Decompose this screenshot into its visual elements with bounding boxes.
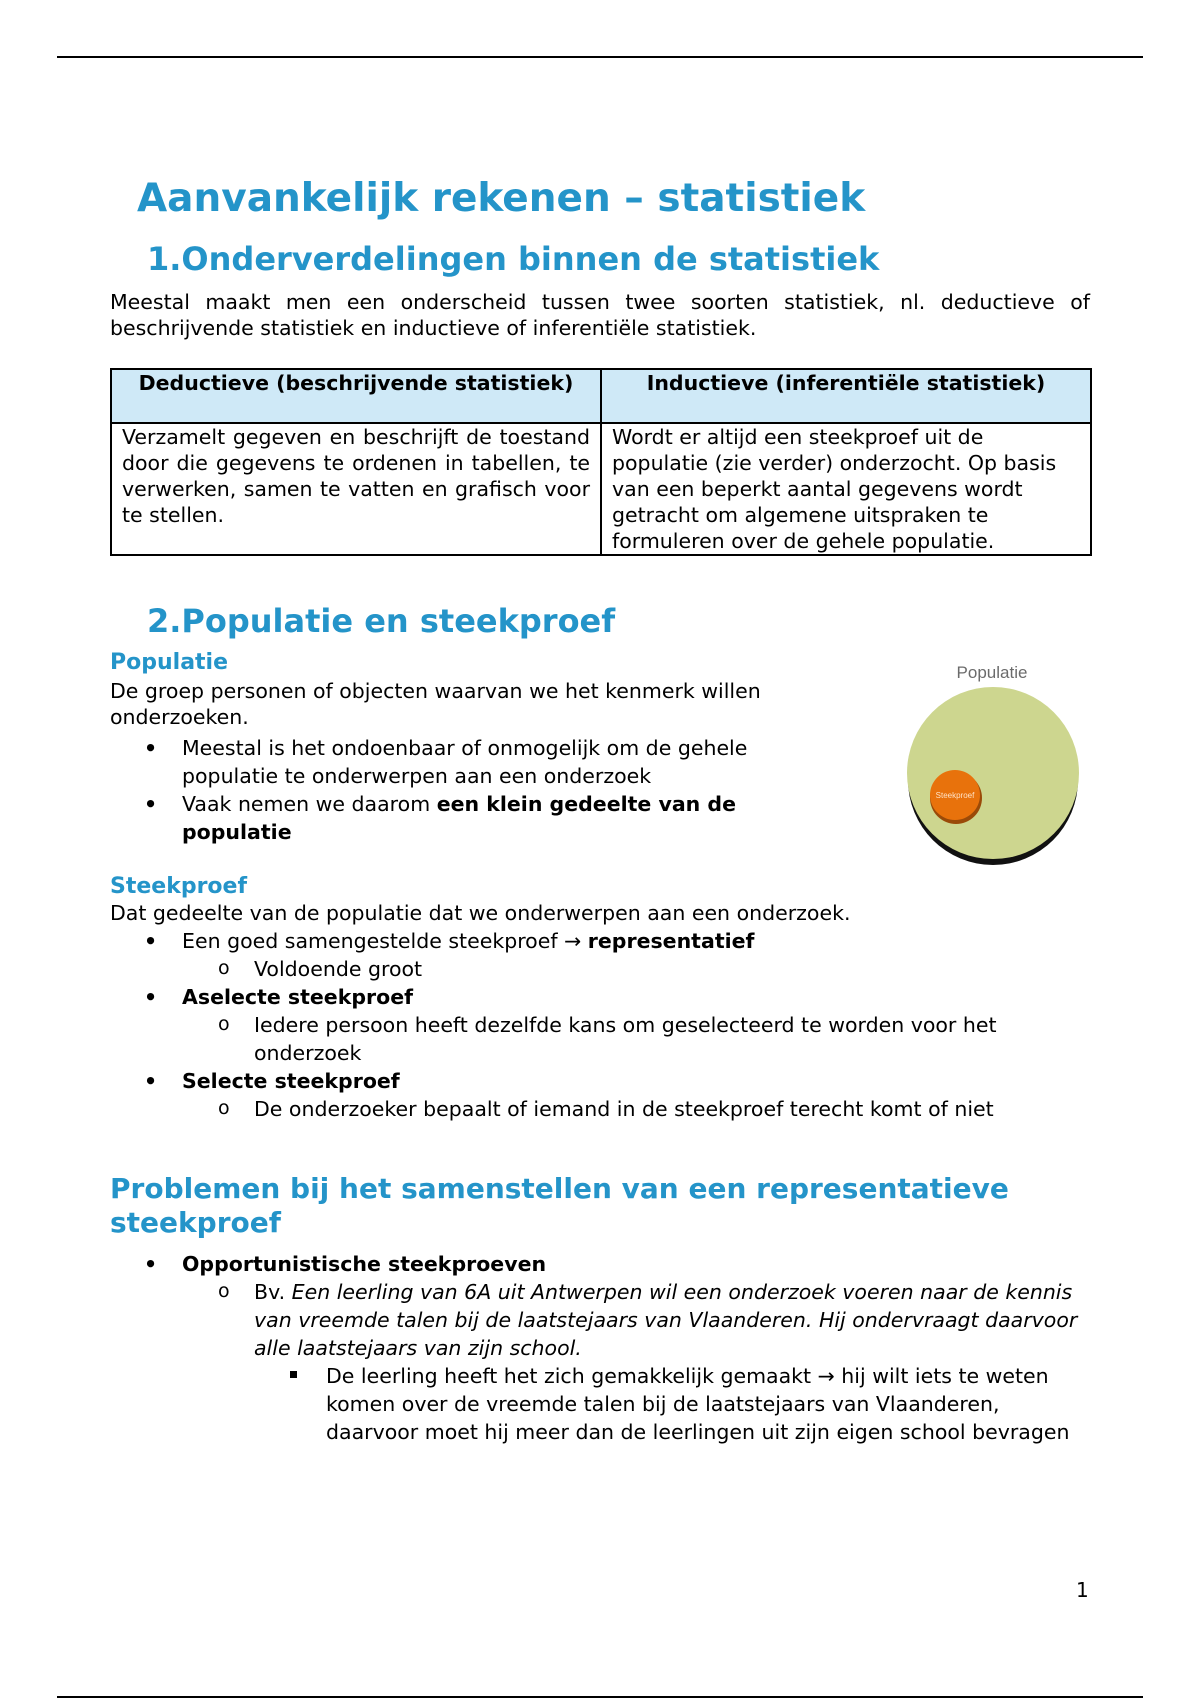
comparison-table	[110, 368, 1092, 556]
list-item: • Opportunistische steekproeven o Bv. Een leerling van 6A uit Antwerpen wil een onderzoek voeren naar de kennis van vreemde talen bij de laatstejaars van Vlaanderen. Hij ondervraagt daarvoor alle laatstejaars van zijn school. De leerling heeft het zich gemakkelijk gemaakt → hij wilt iets te weten komen over de vreemde talen bij de laatstejaars van Vlaanderen, daarvoor moet hij meer dan de leerlingen uit zijn eigen school bevragen	[110, 1250, 1090, 1446]
steekproef-definition: Dat gedeelte van de populatie dat we onderwerpen aan een onderzoek.	[110, 901, 851, 925]
diagram-label-populatie: Populatie	[956, 663, 1028, 682]
list-item: De leerling heeft het zich gemakkelijk gemaakt → hij wilt iets te weten komen over de vreemde talen bij de laatstejaars van Vlaanderen, daarvoor moet hij meer dan de leerlingen uit zijn eigen school bevragen	[254, 1362, 1090, 1446]
steekproef-bullets	[110, 927, 1090, 1123]
list-item: o Iedere persoon heeft dezelfde kans om geselecteerd te worden voor het onderzoek	[218, 1013, 997, 1065]
populatie-definition: De groep personen of objecten waarvan we het kenmerk willen onderzoeken.	[110, 679, 761, 729]
list-item: • Selecte steekproef o De onderzoeker bepaalt of iemand in de steekproef terecht komt of niet	[110, 1067, 1090, 1123]
list-item: o Bv. Een leerling van 6A uit Antwerpen wil een onderzoek voeren naar de kennis van vreemde talen bij de laatstejaars van Vlaanderen. Hij ondervraagt daarvoor alle laatstejaars van zijn school. De leerling heeft het zich gemakkelijk gemaakt → hij wilt iets te weten komen over de vreemde talen bij de laatstejaars van Vlaanderen, daarvoor moet hij meer dan de leerlingen uit zijn eigen school bevragen	[182, 1278, 1090, 1446]
list-item: • Aselecte steekproef o Iedere persoon heeft dezelfde kans om geselecteerd te worden voor het onderzoek	[110, 983, 1090, 1067]
footer-rule	[57, 1696, 1143, 1698]
subheading-steekproef: Steekproef	[110, 874, 248, 899]
populatie-bullets	[110, 734, 830, 846]
list-item: o Voldoende groot	[218, 957, 423, 981]
page-title: Aanvankelijk rekenen – statistiek	[137, 176, 866, 221]
subheading-populatie: Populatie	[110, 650, 229, 675]
problemen-bullets	[110, 1250, 1090, 1446]
page-number: 1	[1076, 1578, 1089, 1602]
section-heading-problemen: Problemen bij het samenstellen van een representatieve steekproef	[110, 1172, 1009, 1239]
list-item: • Vaak nemen we daarom een klein gedeelte van de populatie	[144, 792, 736, 844]
intro-paragraph: Meestal maakt men een onderscheid tussen twee soorten statistiek, nl. deductieve of beschrijvende statistiek en inductieve of inferentiële statistiek.	[110, 290, 1090, 340]
table-cell-deductieve: Verzamelt gegeven en beschrijft de toestand door die gegevens te ordenen in tabellen, te verwerken, samen te vatten en grafisch voor te stellen.	[111, 423, 601, 555]
table-header-inductieve: Inductieve (inferentiële statistiek)	[601, 369, 1091, 423]
populatie-steekproef-diagram	[900, 655, 1090, 875]
list-item: • Meestal is het ondoenbaar of onmogelijk om de gehele populatie te onderwerpen aan een onderzoek	[144, 736, 748, 788]
table-header-deductieve: Deductieve (beschrijvende statistiek)	[111, 369, 601, 423]
header-rule	[57, 56, 1143, 58]
table-cell-inductieve: Wordt er altijd een steekproef uit de populatie (zie verder) onderzocht. Op basis van een beperkt aantal gegevens wordt getracht om algemene uitspraken te formuleren over de gehele populatie.	[601, 423, 1091, 555]
diagram-outer-circle	[907, 687, 1079, 859]
section-heading-populatie-steekproef: 2.Populatie en steekproef	[147, 602, 616, 640]
list-item: • Een goed samengestelde steekproef → representatief o Voldoende groot	[110, 927, 1090, 983]
section-heading-onderverdelingen: 1.Onderverdelingen binnen de statistiek	[147, 240, 880, 278]
list-item: o De onderzoeker bepaalt of iemand in de steekproef terecht komt of niet	[218, 1097, 994, 1121]
diagram-label-steekproef: Steekproef	[935, 791, 975, 800]
